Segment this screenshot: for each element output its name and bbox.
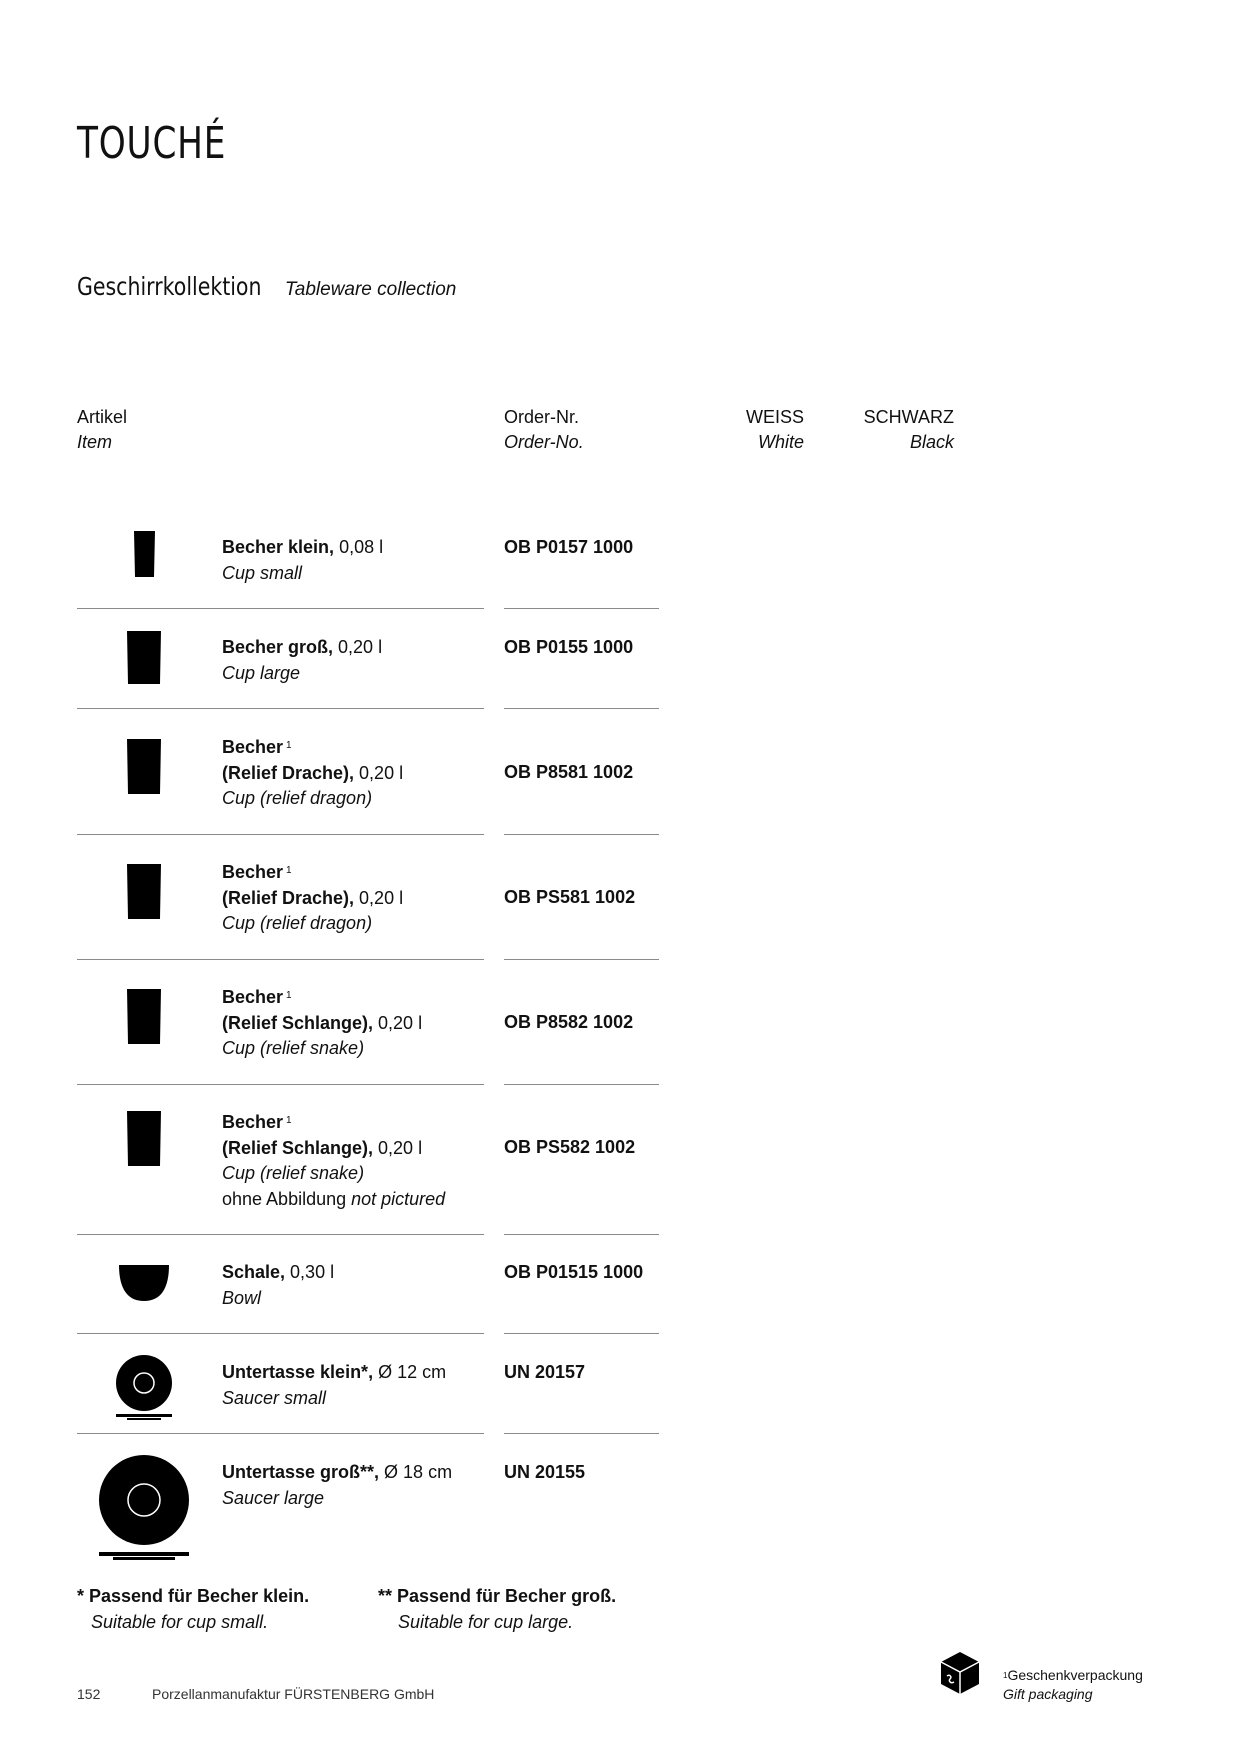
row-divider	[77, 834, 484, 835]
header-black: SCHWARZ Black	[863, 407, 954, 452]
row-description: Becher $^1$ (Relief Drache), 0,20 l Cup (relief dragon)	[222, 737, 404, 808]
subtitle-de: Geschirrkollektion	[77, 272, 262, 301]
cup-relief-snake-image	[77, 988, 211, 1046]
page-number: 152	[77, 1686, 101, 1702]
row-divider	[77, 959, 484, 960]
row-divider	[504, 1433, 659, 1434]
row-divider	[77, 1084, 484, 1085]
row-divider	[77, 708, 484, 709]
row-divider	[504, 1234, 659, 1235]
cup-small-image	[77, 530, 211, 580]
gift-packaging-legend: $^1$Geschenkverpackung Gift packaging	[1003, 1667, 1143, 1702]
row-divider	[504, 608, 659, 609]
subtitle-en: Tableware collection	[284, 279, 457, 300]
row-divider	[77, 1433, 484, 1434]
saucer-large-image	[77, 1455, 211, 1565]
order-number: UN 20155	[504, 1462, 586, 1482]
cup-relief-snake-image	[77, 1110, 211, 1168]
row-description: Schale, 0,30 l Bowl	[222, 1262, 335, 1308]
row-description: Becher groß, 0,20 l Cup large	[222, 637, 383, 683]
saucer-small-image	[77, 1355, 211, 1423]
row-divider	[77, 1234, 484, 1235]
row-divider	[504, 834, 659, 835]
bowl-image	[77, 1263, 211, 1305]
order-number: OB PS581 1002	[504, 887, 636, 907]
header-item: Artikel Item	[77, 407, 128, 452]
order-number: OB P8581 1002	[504, 762, 634, 782]
footnote-large: ** Passend für Becher groß. Suitable for cup large.	[378, 1586, 617, 1632]
row-description: Untertasse groß**, Ø 18 cm Saucer large	[222, 1462, 453, 1508]
row-description: Becher klein, 0,08 l Cup small	[222, 537, 384, 583]
section-subtitle	[77, 272, 456, 302]
row-description: Becher $^1$ (Relief Schlange), 0,20 l Cup (relief snake) ohne Abbildung not pictured	[222, 1112, 446, 1209]
row-description: Becher $^1$ (Relief Drache), 0,20 l Cup (relief dragon)	[222, 862, 404, 933]
row-description: Becher $^1$ (Relief Schlange), 0,20 l Cup (relief snake)	[222, 987, 423, 1058]
order-number: OB PS582 1002	[504, 1137, 636, 1157]
row-divider	[77, 608, 484, 609]
row-divider	[504, 1084, 659, 1085]
order-number: OB P01515 1000	[504, 1262, 644, 1282]
cup-relief-dragon-image	[77, 863, 211, 921]
order-number: OB P0157 1000	[504, 537, 634, 557]
row-divider	[77, 1333, 484, 1334]
row-description: Untertasse klein*, Ø 12 cm Saucer small	[222, 1362, 447, 1408]
row-divider	[504, 708, 659, 709]
cup-relief-dragon-image	[77, 738, 211, 796]
row-divider	[504, 959, 659, 960]
footnote-small: * Passend für Becher klein. Suitable for cup small.	[77, 1586, 310, 1632]
header-order: Order-Nr. Order-No.	[504, 407, 584, 452]
order-number: OB P8582 1002	[504, 1012, 634, 1032]
header-white: WEISS White	[745, 407, 804, 452]
row-divider	[504, 1333, 659, 1334]
company-name: Porzellanmanufaktur FÜRSTENBERG GmbH	[152, 1686, 435, 1702]
cup-large-image	[77, 630, 211, 686]
gift-box-icon	[938, 1650, 982, 1696]
order-number: UN 20157	[504, 1362, 586, 1382]
page-title: TOUCHÉ	[77, 118, 227, 169]
order-number: OB P0155 1000	[504, 637, 634, 657]
